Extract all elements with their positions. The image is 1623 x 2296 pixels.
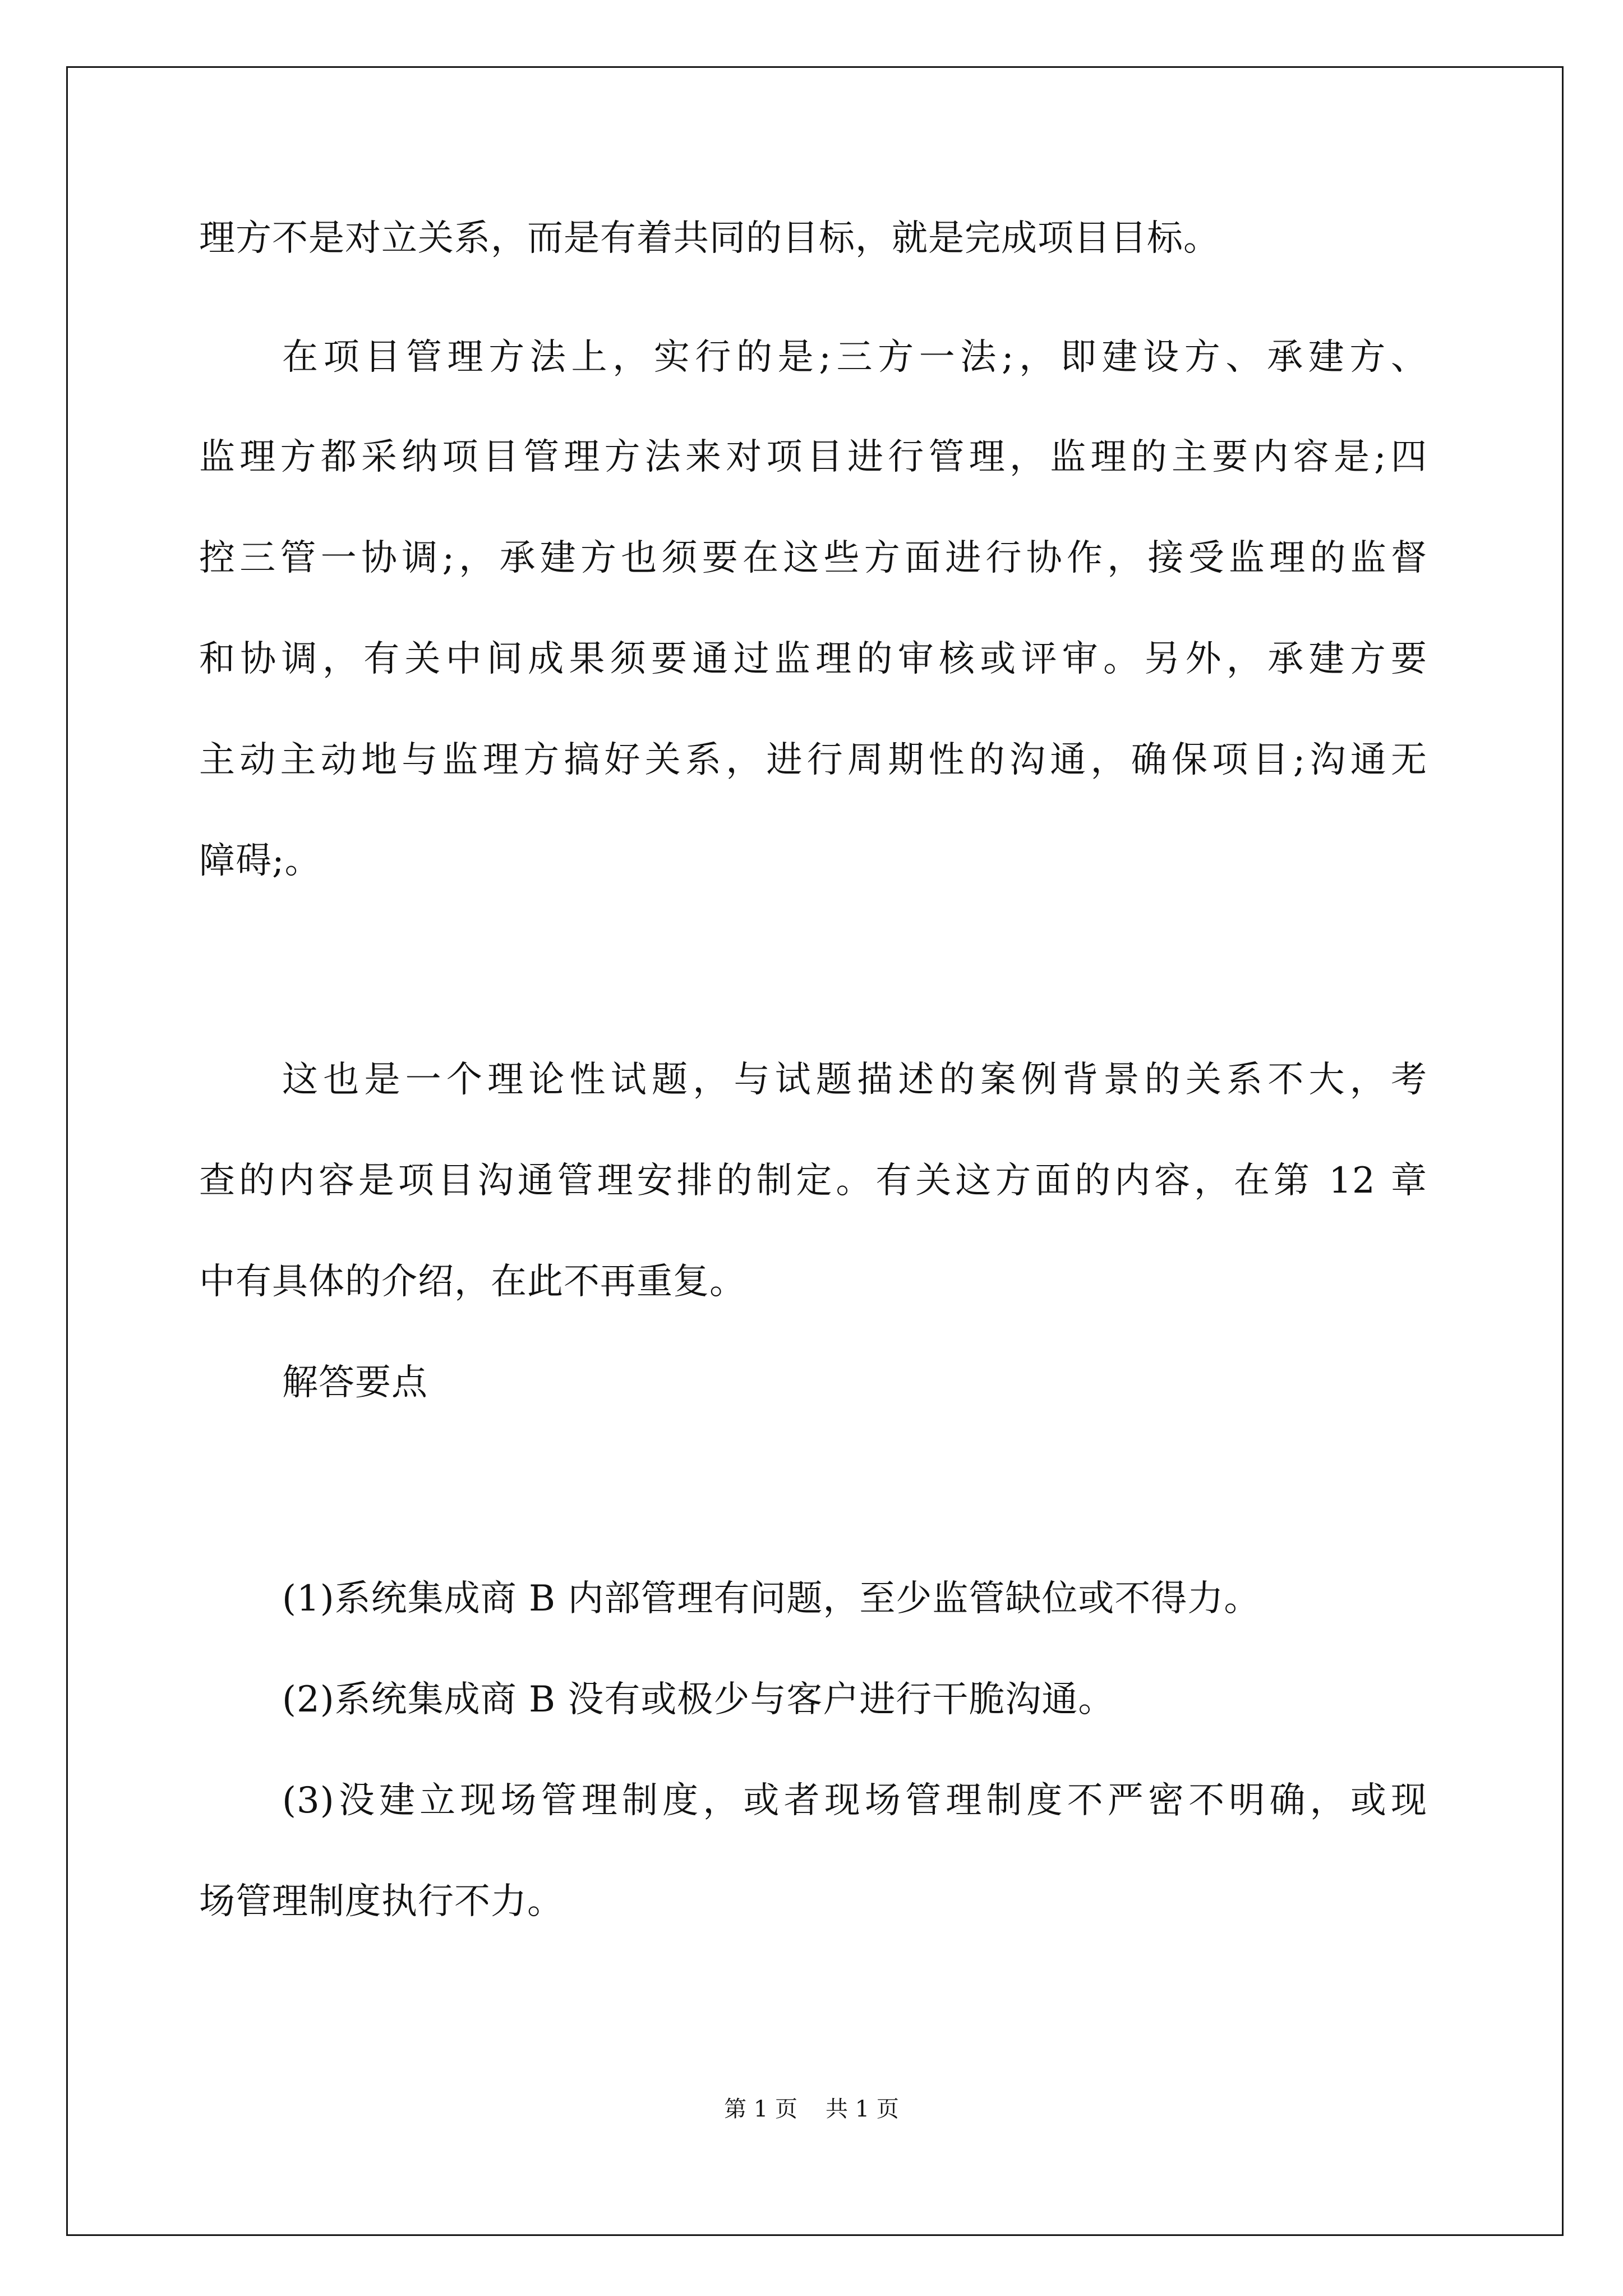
section-heading: 解答要点 xyxy=(282,1362,428,1404)
list-item: (2)系统集成商 B 没有或极少与客户进行干脆沟通。 xyxy=(282,1679,1115,1720)
paragraph-line: 理方不是对立关系，而是有着共同的目标，就是完成项目目标。 xyxy=(199,218,1220,259)
list-item-continuation: 场管理制度执行不力。 xyxy=(199,1881,564,1922)
page-number: 第 1 页 xyxy=(724,2096,797,2122)
page-total: 共 1 页 xyxy=(826,2096,899,2122)
paragraph-line: 和协调，有关中间成果须要通过监理的审核或评审。另外，承建方要 xyxy=(199,638,1427,680)
page-footer xyxy=(0,2095,1623,2123)
paragraph-line: 这也是一个理论性试题，与试题描述的案例背景的关系不大，考 xyxy=(282,1059,1427,1101)
paragraph-line: 主动主动地与监理方搞好关系，进行周期性的沟通，确保项目;沟通无 xyxy=(199,739,1427,781)
paragraph-line: 控三管一协调;，承建方也须要在这些方面进行协作，接受监理的监督 xyxy=(199,537,1427,579)
paragraph-line: 中有具体的介绍，在此不再重复。 xyxy=(199,1261,746,1303)
paragraph-line: 障碍;。 xyxy=(199,840,321,882)
paragraph-line: 查的内容是项目沟通管理安排的制定。有关这方面的内容，在第 12 章 xyxy=(199,1160,1427,1202)
paragraph-line: 在项目管理方法上，实行的是;三方一法;，即建设方、承建方、 xyxy=(282,337,1427,378)
paragraph-line: 监理方都采纳项目管理方法来对项目进行管理，监理的主要内容是;四 xyxy=(199,436,1427,478)
list-item: (1)系统集成商 B 内部管理有问题，至少监管缺位或不得力。 xyxy=(282,1578,1261,1619)
list-item: (3)没建立现场管理制度，或者现场管理制度不严密不明确，或现 xyxy=(282,1780,1427,1821)
